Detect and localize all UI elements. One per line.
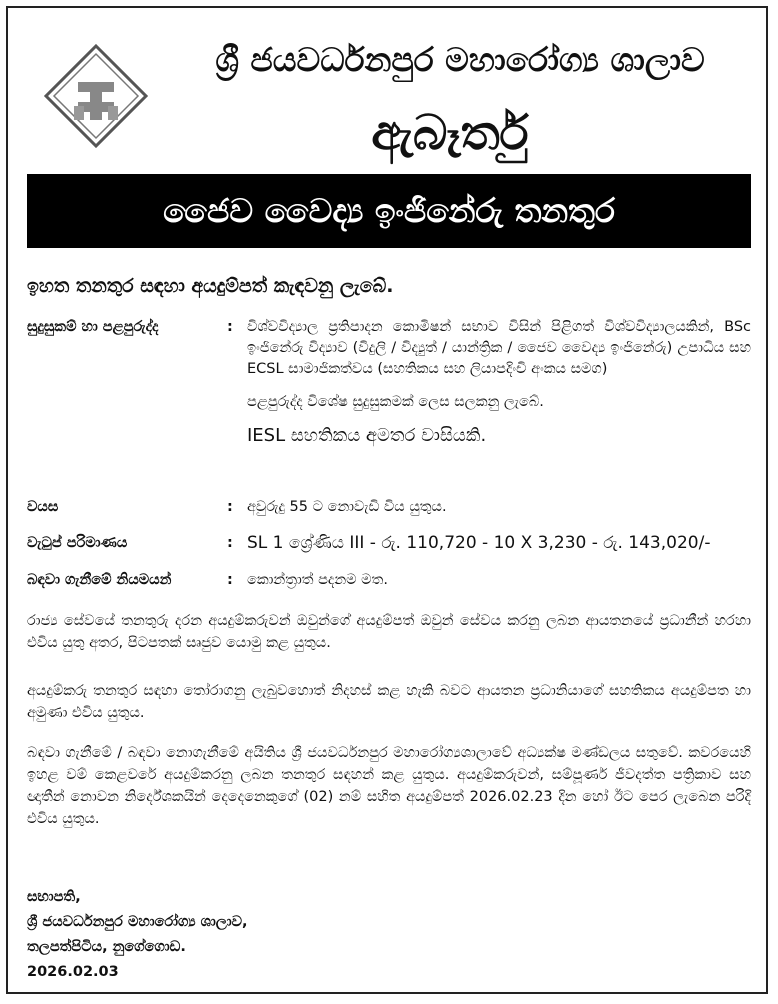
salary-row <box>27 533 751 554</box>
qualifications-experience: පළපුරුද්ද විශේෂ සුදුසුකමක් ලෙස සලකනු ලැබේ. <box>247 394 544 410</box>
advertisement-heading: ඇබෑර්තු <box>371 105 529 161</box>
qualifications-degree: විශ්වවිද්‍යාල ප්‍රතිපාදන කොමිෂන් සභාව විසින් පිළිගත් විශ්වවිද්‍යාලයකින්, BSc ඉංජිනේරු විද්‍යාව (විදුලි / විද්‍යුත් / යාන්ත්‍රික / ජෛව වෛද්‍ය ඉංජිනේරු) උපාධිය සහ ECSL සාමාජිකත්වය (සහතිකය සහ ලියාපදිංචි අංකය සමග) <box>247 319 751 377</box>
age-value: අවුරුදු 55 ට නොවැඩි විය යුතුය. <box>247 499 447 515</box>
paragraph-public-service: රාජ්‍ය සේවයේ තනතුරු දරන අයදුම්කරුවන් ඔවුන්ගේ අයදුම්පත් ඔවුන් සේවය කරනු ලබන ආයතනයේ ප්‍රධානීන් හරහා එවිය යුතු අතර, පිටපතක් සෘජුව යොමු කළ යුතුය. <box>27 613 751 651</box>
recruitment-label: බඳවා ගැනීමේ නියමයන් <box>27 572 172 588</box>
salary-colon: : <box>227 535 233 551</box>
qualifications-row <box>27 317 751 446</box>
intro-line: ඉහත තනතුර සඳහා අයදුම්පත් කැඳවනු ලැබේ. <box>27 275 394 297</box>
qualifications-colon: : <box>227 319 233 335</box>
paragraph-release-certificate: අයදුම්කරු තනතුර සඳහා තෝරාගනු ලැබුවහොත් නිදහස් කළ හැකි බවට ආයතන ප්‍රධානියාගේ සහතිකය අයදුම්පත හා අමුණා එවිය යුතුය. <box>27 683 751 721</box>
hospital-name: ශ්‍රී ජයවර්ධනපුර මහාරෝග්‍ය ශාලාව <box>215 40 705 79</box>
salary-value: SL 1 ශ්‍රේණිය III - රු. 110,720 - 10 X 3,230 - රු. 143,020/- <box>247 533 711 553</box>
qualifications-iesl: IESL සහතිකය අමතර වාසියකි. <box>247 425 487 446</box>
age-colon: : <box>227 499 233 515</box>
salary-label: වැටුප් පරිමාණය <box>27 535 128 551</box>
signature-date: 2026.02.03 <box>27 964 119 980</box>
recruitment-row <box>27 570 751 591</box>
signature-block <box>27 885 427 985</box>
recruitment-colon: : <box>227 572 233 588</box>
paragraph-application-terms: බඳවා ගැනීමේ / බඳවා නොගැනීමේ අයිතිය ශ්‍රී ජයවර්ධනපුර මහාරෝග්‍යශාලාවේ අධ්‍යක්ෂ මණ්ඩලය සතුවේ. කවරයෙහි ඉහළ වම් කෙළවරේ අයදුම්කරනු ලබන තනතුර සඳහන් කළ යුතුය. අයදුම්කරුවන්, සම්පූර්ණ ජීවදත්ත පත්‍රිකාව සහ ඥාතීන් නොවන නිර්දේශකයින් දෙදෙනෙකුගේ (02) නම් සහිත අයදුම්පත් 2026.02.23 දින හෝ ඊට පෙර ලැබෙන පරිදි එවිය යුතුය. <box>27 745 751 827</box>
signature-title: සභාපති, <box>27 889 81 905</box>
age-row <box>27 497 751 518</box>
recruitment-value: කොන්ත්‍රාත් පදනම මත. <box>247 572 388 588</box>
signature-address: තලපත්පිටිය, නුගේගොඩ. <box>27 939 186 955</box>
age-label: වයස <box>27 499 59 515</box>
signature-organisation: ශ්‍රී ජයවර්ධනපුර මහාරෝග්‍ය ශාලාව, <box>27 914 248 930</box>
qualifications-label: සුදුසුකම් හා පළපුරුද්ද <box>27 319 159 335</box>
hospital-logo <box>44 44 148 148</box>
qualifications-value <box>247 317 751 446</box>
post-title-banner: ජෛව වෛද්‍ය ඉංජිනේරු තනතුර <box>27 174 751 248</box>
